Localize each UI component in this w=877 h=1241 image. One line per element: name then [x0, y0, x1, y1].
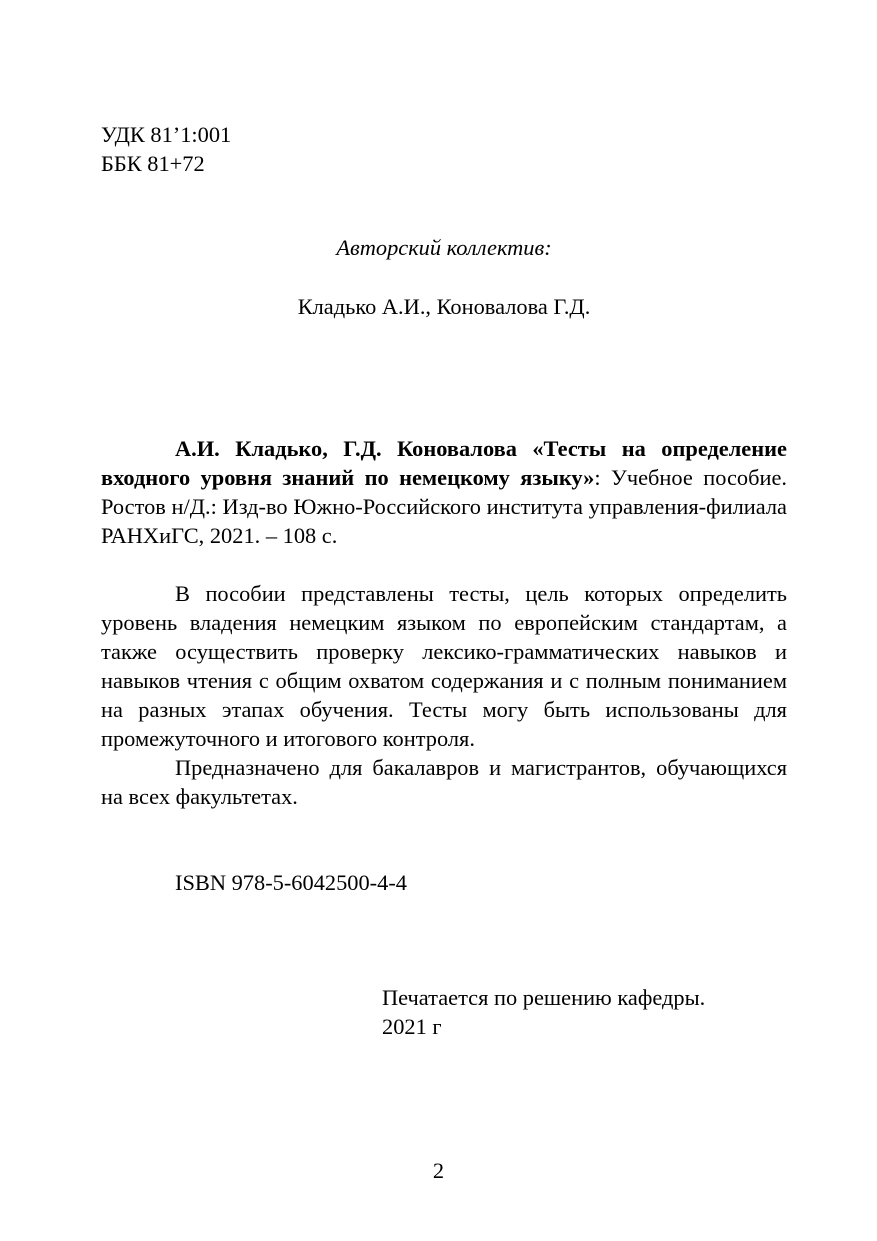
- authors-heading: Авторский коллектив:: [336, 235, 552, 260]
- bibliographic-publisher: : Учебное пособие. Ростов н/Д.: Изд-во Южно-Российского института управления-филиала РАНХиГС, 2021. – 108 с.: [101, 465, 787, 548]
- annotation-paragraph-2: Предназначено для бакалавров и магистрантов, обучающихся на всех факультетах.: [101, 755, 787, 809]
- bbk-code: ББК 81+72: [101, 151, 205, 176]
- authors-names: Кладько А.И., Коновалова Г.Д.: [297, 294, 591, 319]
- annotation-paragraph-1: В пособии представлены тесты, цель которых определить уровень владения немецким языком по европейским стандартам, а также осуществить проверку лексико-грамматических навыков и навыков чтения с общим охватом содержания и с полным пониманием на разных этапах обучения. Тесты могу быть использованы для промежуточного и итогового контроля.: [101, 581, 787, 751]
- annotation: [101, 579, 787, 811]
- page-number: 2: [432, 1158, 445, 1183]
- isbn: ISBN 978-5-6042500-4-4: [175, 870, 407, 895]
- udk-code: УДК 81’1:001: [101, 122, 232, 147]
- classification-codes: [101, 120, 501, 178]
- imprint-line-1: Печатается по решению кафедры.: [382, 985, 706, 1010]
- bibliographic-paragraph: [101, 434, 787, 550]
- imprint-year: 2021 г: [382, 1014, 442, 1039]
- bibliographic-title: А.И. Кладько, Г.Д. Коновалова «Тесты на определение входного уровня знаний по немецкому языку»: [101, 436, 787, 490]
- bibliographic-entry: [101, 434, 787, 550]
- imprint-note: [382, 983, 802, 1041]
